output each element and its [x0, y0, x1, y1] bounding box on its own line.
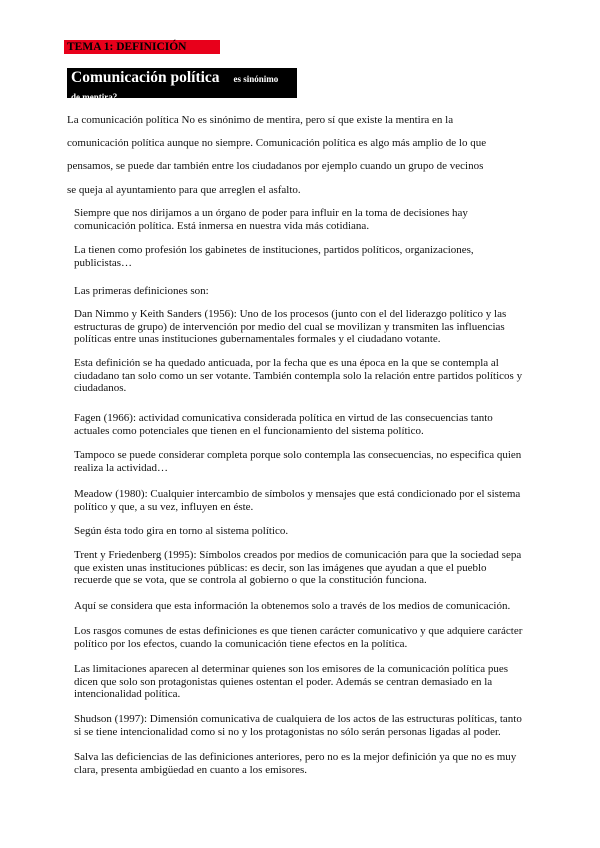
paragraph: Las limitaciones aparecen al determinar quienes son los emisores de la comunicación política pues dicen que solo son protagonistas quienes ostentan el poder. Además se centran demasiado en la intencionalidad política. [74, 663, 509, 701]
intro-line: La comunicación política No es sinónimo de mentira, pero sí que existe la mentira en la [67, 114, 454, 126]
intro-line: pensamos, se puede dar también entre los ciudadanos por ejemplo cuando un grupo de vecinos [67, 160, 484, 173]
paragraph: Trent y Friedenberg (1995): Símbolos creados por medios de comunicación para que la sociedad sepa que existen unas instituciones públicas: es decir, son las imágenes que ayudan a que el pueblo recuerde que se vota, que se controla al gobierno o que la constitución funciona. [74, 549, 522, 587]
intro-line: se queja al ayuntamiento para que arreglen el asfalto. [67, 183, 301, 196]
paragraph: Shudson (1997): Dimensión comunicativa de cualquiera de los actos de las estructuras políticas, tanto si se tiene intencionalidad como si no y los protagonistas no sólo serán personas ligadas al poder. [74, 713, 522, 738]
paragraph: Esta definición se ha quedado anticuada, por la fecha que es una época en la que se contempla al ciudadano tan solo como un ser votante. También contempla solo la relación entre partidos políticos y ciudadanos. [74, 357, 523, 395]
paragraph: Salva las deficiencias de las definiciones anteriores, pero no es la mejor definición ya que no es muy clara, presenta ambigüedad en cuanto a los emisores. [74, 751, 517, 776]
paragraph: Tampoco se puede considerar completa porque solo contempla las consecuencias, no especifica quien realiza la actividad… [74, 449, 522, 474]
paragraph: Siempre que nos dirijamos a un órgano de poder para influir en la toma de decisiones hay comunicación política. Está inmersa en nuestra vida más cotidiana. [74, 207, 468, 232]
subtitle-main: Comunicación política [71, 69, 220, 86]
paragraph: Fagen (1966): actividad comunicativa considerada política en virtud de las consecuencias tanto actuales como potenciales que tienen en el funcionamiento del sistema político. [74, 412, 493, 437]
paragraph: La tienen como profesión los gabinetes de instituciones, partidos políticos, organizaciones, publicistas… [74, 244, 474, 269]
intro-text [67, 109, 537, 202]
section-heading: TEMA 1: DEFINICIÓN [64, 40, 220, 54]
intro-line: comunicación política aunque no siempre. Comunicación política es algo más amplio de lo que [67, 137, 487, 150]
subtitle-banner [67, 68, 297, 102]
paragraph: Los rasgos comunes de estas definiciones es que tienen carácter comunicativo y que adquiere carácter político por los efectos, cuando la comunicación tiene efectos en la política. [74, 625, 523, 650]
paragraph: Las primeras definiciones son: [74, 285, 209, 297]
paragraph: Meadow (1980): Cualquier intercambio de símbolos y mensajes que está condicionado por el sistema político y que, a su vez, influyen en éste. [74, 488, 521, 513]
subtitle-small-b: de mentira? [71, 92, 118, 102]
paragraph: Aquí se considera que esta información la obtenemos solo a través de los medios de comunicación. [74, 600, 511, 612]
paragraph: Según ésta todo gira en torno al sistema político. [74, 525, 289, 537]
subtitle-small-a: es sinónimo [233, 74, 279, 84]
paragraph: Dan Nimmo y Keith Sanders (1956): Uno de los procesos (junto con el del liderazgo político y las estructuras de grupo) de intervención por medio del cual se movilizan y transmiten las influencias políticas entre unas instituciones gubernamentales formales y el ciudadano votante. [74, 308, 507, 346]
